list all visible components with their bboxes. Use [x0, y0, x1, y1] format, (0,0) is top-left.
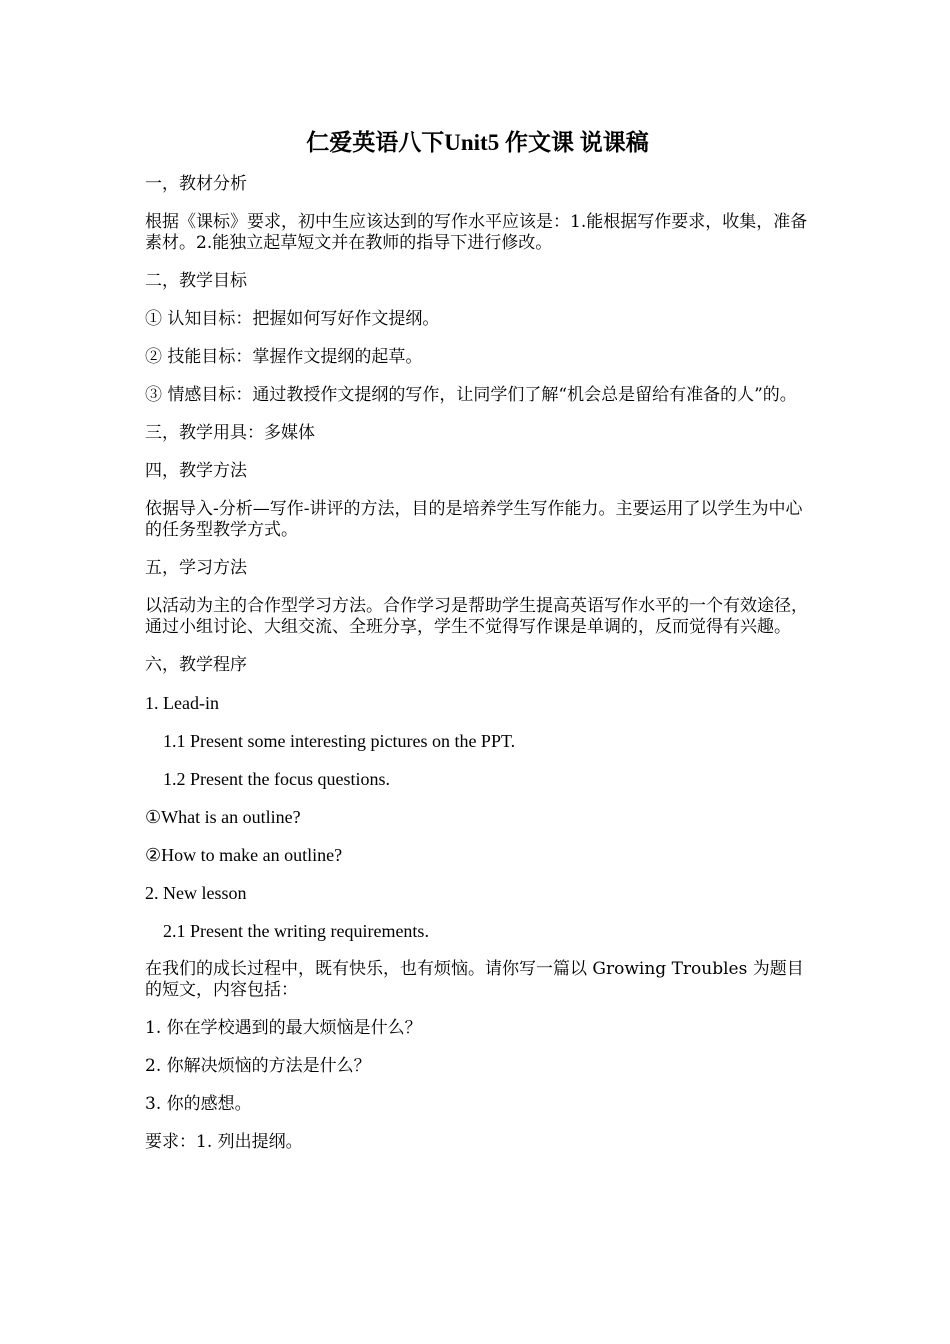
requirement-line: 要求：1. 列出提纲。 — [145, 1132, 303, 1152]
section-heading: 六，教学程序 — [145, 655, 247, 675]
paragraph: 根据《课标》要求，初中生应该达到的写作水平应该是：1.能根据写作要求，收集，准备素材。2.能独立起草短文并在教师的指导下进行修改。 — [145, 212, 808, 253]
section-heading: 五，学习方法 — [145, 558, 247, 578]
document-title: 仁爱英语八下Unit5 作文课 说课稿 — [306, 130, 649, 155]
procedure-step: 2. New lesson — [145, 883, 247, 903]
procedure-substep: 1.1 Present some interesting pictures on the PPT. — [163, 731, 516, 751]
procedure-substep: 1.2 Present the focus questions. — [163, 769, 390, 789]
prompt-item: 2. 你解决烦恼的方法是什么？ — [145, 1056, 371, 1076]
section-heading: 四，教学方法 — [145, 461, 247, 481]
section-heading: 三，教学用具：多媒体 — [145, 423, 315, 443]
prompt-item: 3. 你的感想。 — [145, 1094, 252, 1114]
focus-question: ①What is an outline? — [145, 807, 301, 827]
focus-question: ②How to make an outline? — [145, 845, 343, 865]
procedure-substep: 2.1 Present the writing requirements. — [163, 921, 429, 941]
objective-item: ③ 情感目标：通过教授作文提纲的写作，让同学们了解“机会总是留给有准备的人”的。 — [145, 385, 797, 405]
procedure-step: 1. Lead-in — [145, 693, 219, 713]
document-page — [145, 128, 810, 1170]
writing-prompt: 在我们的成长过程中，既有快乐，也有烦恼。请你写一篇以 Growing Troubles 为题目的短文，内容包括： — [145, 959, 804, 1000]
section-heading: 二，教学目标 — [145, 271, 247, 291]
paragraph: 依据导入-分析—写作-讲评的方法，目的是培养学生写作能力。主要运用了以学生为中心的任务型教学方式。 — [145, 499, 803, 540]
prompt-item: 1. 你在学校遇到的最大烦恼是什么？ — [145, 1018, 422, 1038]
objective-item: ① 认知目标：把握如何写好作文提纲。 — [145, 309, 440, 329]
objective-item: ② 技能目标：掌握作文提纲的起草。 — [145, 347, 423, 367]
section-heading: 一，教材分析 — [145, 174, 247, 194]
paragraph: 以活动为主的合作型学习方法。合作学习是帮助学生提高英语写作水平的一个有效途径，通过小组讨论、大组交流、全班分享，学生不觉得写作课是单调的，反而觉得有兴趣。 — [145, 596, 808, 637]
